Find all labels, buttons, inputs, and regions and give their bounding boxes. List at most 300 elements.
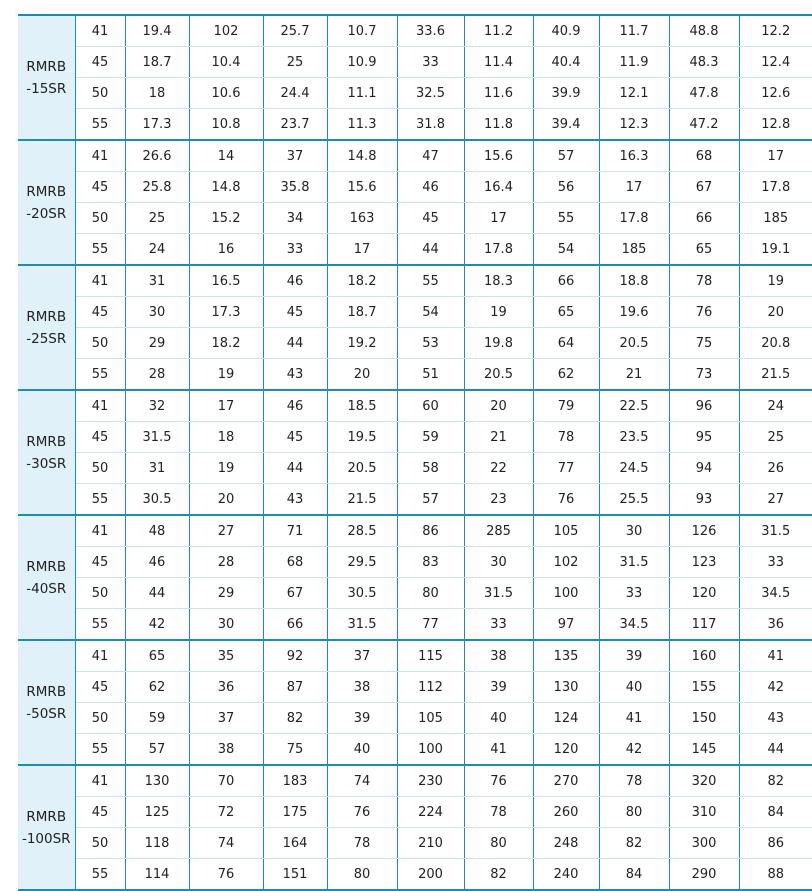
value-cell: 31.5 [464, 578, 533, 609]
value-cell: 33 [599, 578, 669, 609]
value-cell: 11.3 [327, 109, 397, 141]
value-cell: 183 [263, 765, 327, 797]
value-cell: 45 [397, 203, 464, 234]
value-cell: 31.5 [125, 422, 189, 453]
value-cell: 29.5 [327, 547, 397, 578]
value-cell: 163 [327, 203, 397, 234]
value-cell: 150 [669, 703, 739, 734]
value-cell: 40 [464, 703, 533, 734]
value-cell: 29 [189, 578, 263, 609]
size-cell: 55 [75, 859, 125, 891]
table-row [18, 109, 812, 141]
value-cell: 62 [533, 359, 599, 391]
value-cell: 59 [397, 422, 464, 453]
size-cell: 50 [75, 828, 125, 859]
value-cell: 51 [397, 359, 464, 391]
value-cell: 76 [533, 484, 599, 516]
value-cell: 88 [739, 859, 812, 891]
size-cell: 41 [75, 390, 125, 422]
table-row [18, 672, 812, 703]
value-cell: 25 [739, 422, 812, 453]
value-cell: 40.4 [533, 47, 599, 78]
value-cell: 36 [189, 672, 263, 703]
value-cell: 17.8 [464, 234, 533, 266]
size-cell: 50 [75, 78, 125, 109]
value-cell: 248 [533, 828, 599, 859]
value-cell: 33.6 [397, 15, 464, 47]
value-cell: 10.7 [327, 15, 397, 47]
value-cell: 82 [739, 765, 812, 797]
value-cell: 105 [397, 703, 464, 734]
value-cell: 102 [533, 547, 599, 578]
value-cell: 75 [263, 734, 327, 766]
value-cell: 12.3 [599, 109, 669, 141]
table-row [18, 640, 812, 672]
value-cell: 30 [464, 547, 533, 578]
value-cell: 24.4 [263, 78, 327, 109]
value-cell: 31 [125, 453, 189, 484]
value-cell: 77 [533, 453, 599, 484]
value-cell: 105 [533, 515, 599, 547]
value-cell: 18.5 [327, 390, 397, 422]
value-cell: 130 [533, 672, 599, 703]
value-cell: 17 [189, 390, 263, 422]
value-cell: 59 [125, 703, 189, 734]
value-cell: 96 [669, 390, 739, 422]
value-cell: 48 [125, 515, 189, 547]
value-cell: 68 [669, 140, 739, 172]
value-cell: 33 [464, 609, 533, 641]
value-cell: 11.4 [464, 47, 533, 78]
value-cell: 135 [533, 640, 599, 672]
value-cell: 22.5 [599, 390, 669, 422]
value-cell: 19 [739, 265, 812, 297]
value-cell: 30.5 [327, 578, 397, 609]
value-cell: 31.5 [599, 547, 669, 578]
value-cell: 155 [669, 672, 739, 703]
value-cell: 33 [263, 234, 327, 266]
value-cell: 73 [669, 359, 739, 391]
value-cell: 82 [599, 828, 669, 859]
table-row [18, 203, 812, 234]
value-cell: 72 [189, 797, 263, 828]
value-cell: 14.8 [189, 172, 263, 203]
value-cell: 17 [599, 172, 669, 203]
value-cell: 29 [125, 328, 189, 359]
value-cell: 97 [533, 609, 599, 641]
model-name-cell: RMRB -40SR [18, 515, 75, 640]
size-cell: 55 [75, 609, 125, 641]
value-cell: 22 [464, 453, 533, 484]
value-cell: 27 [739, 484, 812, 516]
table-row [18, 15, 812, 47]
value-cell: 41 [599, 703, 669, 734]
value-cell: 28 [189, 547, 263, 578]
value-cell: 10.9 [327, 47, 397, 78]
value-cell: 30 [599, 515, 669, 547]
value-cell: 87 [263, 672, 327, 703]
value-cell: 57 [397, 484, 464, 516]
value-cell: 18.3 [464, 265, 533, 297]
value-cell: 76 [189, 859, 263, 891]
value-cell: 12.4 [739, 47, 812, 78]
value-cell: 38 [189, 734, 263, 766]
value-cell: 10.8 [189, 109, 263, 141]
value-cell: 126 [669, 515, 739, 547]
value-cell: 47.2 [669, 109, 739, 141]
value-cell: 31.5 [327, 609, 397, 641]
value-cell: 320 [669, 765, 739, 797]
table-row [18, 265, 812, 297]
value-cell: 32.5 [397, 78, 464, 109]
value-cell: 23.7 [263, 109, 327, 141]
value-cell: 12.2 [739, 15, 812, 47]
value-cell: 19.4 [125, 15, 189, 47]
value-cell: 120 [669, 578, 739, 609]
value-cell: 12.8 [739, 109, 812, 141]
value-cell: 24.5 [599, 453, 669, 484]
value-cell: 34 [263, 203, 327, 234]
value-cell: 84 [739, 797, 812, 828]
value-cell: 19.8 [464, 328, 533, 359]
value-cell: 76 [669, 297, 739, 328]
value-cell: 60 [397, 390, 464, 422]
value-cell: 71 [263, 515, 327, 547]
value-cell: 67 [263, 578, 327, 609]
value-cell: 47 [397, 140, 464, 172]
value-cell: 12.6 [739, 78, 812, 109]
value-cell: 19 [189, 453, 263, 484]
value-cell: 310 [669, 797, 739, 828]
table-row [18, 734, 812, 766]
value-cell: 68 [263, 547, 327, 578]
table-row [18, 140, 812, 172]
value-cell: 20 [739, 297, 812, 328]
value-cell: 224 [397, 797, 464, 828]
value-cell: 38 [327, 672, 397, 703]
value-cell: 74 [189, 828, 263, 859]
value-cell: 23.5 [599, 422, 669, 453]
value-cell: 66 [263, 609, 327, 641]
value-cell: 95 [669, 422, 739, 453]
value-cell: 83 [397, 547, 464, 578]
value-cell: 33 [739, 547, 812, 578]
table-row [18, 797, 812, 828]
value-cell: 34.5 [599, 609, 669, 641]
table-row [18, 453, 812, 484]
value-cell: 38 [464, 640, 533, 672]
value-cell: 285 [464, 515, 533, 547]
value-cell: 37 [189, 703, 263, 734]
model-name-cell: RMRB -100SR [18, 765, 75, 890]
value-cell: 290 [669, 859, 739, 891]
value-cell: 240 [533, 859, 599, 891]
value-cell: 30 [125, 297, 189, 328]
value-cell: 40 [599, 672, 669, 703]
value-cell: 65 [533, 297, 599, 328]
value-cell: 16.3 [599, 140, 669, 172]
size-cell: 45 [75, 47, 125, 78]
table-row [18, 578, 812, 609]
value-cell: 100 [533, 578, 599, 609]
value-cell: 74 [327, 765, 397, 797]
table-row [18, 703, 812, 734]
value-cell: 46 [263, 390, 327, 422]
size-cell: 55 [75, 234, 125, 266]
value-cell: 18.7 [125, 47, 189, 78]
value-cell: 48.3 [669, 47, 739, 78]
table-row [18, 484, 812, 516]
value-cell: 31 [125, 265, 189, 297]
size-cell: 50 [75, 453, 125, 484]
table-row [18, 515, 812, 547]
value-cell: 151 [263, 859, 327, 891]
value-cell: 65 [669, 234, 739, 266]
value-cell: 112 [397, 672, 464, 703]
value-cell: 17.8 [599, 203, 669, 234]
value-cell: 19.1 [739, 234, 812, 266]
value-cell: 78 [669, 265, 739, 297]
value-cell: 17 [464, 203, 533, 234]
value-cell: 164 [263, 828, 327, 859]
value-cell: 39 [599, 640, 669, 672]
value-cell: 11.2 [464, 15, 533, 47]
size-cell: 55 [75, 109, 125, 141]
value-cell: 44 [263, 328, 327, 359]
value-cell: 42 [739, 672, 812, 703]
size-cell: 45 [75, 797, 125, 828]
value-cell: 200 [397, 859, 464, 891]
size-cell: 50 [75, 328, 125, 359]
value-cell: 28 [125, 359, 189, 391]
value-cell: 78 [599, 765, 669, 797]
value-cell: 16.4 [464, 172, 533, 203]
value-cell: 17.3 [125, 109, 189, 141]
value-cell: 102 [189, 15, 263, 47]
value-cell: 300 [669, 828, 739, 859]
value-cell: 86 [397, 515, 464, 547]
size-cell: 41 [75, 140, 125, 172]
value-cell: 34.5 [739, 578, 812, 609]
value-cell: 18.2 [189, 328, 263, 359]
spec-table-container [18, 14, 812, 891]
value-cell: 21.5 [327, 484, 397, 516]
value-cell: 14 [189, 140, 263, 172]
value-cell: 11.8 [464, 109, 533, 141]
value-cell: 30.5 [125, 484, 189, 516]
value-cell: 16 [189, 234, 263, 266]
value-cell: 41 [464, 734, 533, 766]
size-cell: 50 [75, 703, 125, 734]
value-cell: 43 [739, 703, 812, 734]
value-cell: 46 [263, 265, 327, 297]
value-cell: 124 [533, 703, 599, 734]
value-cell: 19.2 [327, 328, 397, 359]
value-cell: 30 [189, 609, 263, 641]
value-cell: 17.3 [189, 297, 263, 328]
value-cell: 47.8 [669, 78, 739, 109]
model-name-cell: RMRB -30SR [18, 390, 75, 515]
value-cell: 80 [397, 578, 464, 609]
value-cell: 55 [397, 265, 464, 297]
value-cell: 24 [125, 234, 189, 266]
value-cell: 66 [669, 203, 739, 234]
value-cell: 44 [125, 578, 189, 609]
value-cell: 230 [397, 765, 464, 797]
value-cell: 25.7 [263, 15, 327, 47]
value-cell: 19.5 [327, 422, 397, 453]
value-cell: 39.4 [533, 109, 599, 141]
value-cell: 114 [125, 859, 189, 891]
table-row [18, 47, 812, 78]
table-row [18, 78, 812, 109]
value-cell: 53 [397, 328, 464, 359]
value-cell: 21 [464, 422, 533, 453]
value-cell: 20 [327, 359, 397, 391]
value-cell: 26 [739, 453, 812, 484]
value-cell: 21 [599, 359, 669, 391]
value-cell: 94 [669, 453, 739, 484]
value-cell: 25 [125, 203, 189, 234]
size-cell: 45 [75, 672, 125, 703]
value-cell: 123 [669, 547, 739, 578]
size-cell: 45 [75, 547, 125, 578]
table-row [18, 328, 812, 359]
size-cell: 55 [75, 484, 125, 516]
value-cell: 35 [189, 640, 263, 672]
value-cell: 15.6 [327, 172, 397, 203]
size-cell: 41 [75, 765, 125, 797]
spec-table [18, 14, 812, 891]
model-name-cell: RMRB -20SR [18, 140, 75, 265]
value-cell: 11.7 [599, 15, 669, 47]
value-cell: 19 [189, 359, 263, 391]
value-cell: 16.5 [189, 265, 263, 297]
value-cell: 160 [669, 640, 739, 672]
table-row [18, 172, 812, 203]
value-cell: 80 [464, 828, 533, 859]
table-row [18, 359, 812, 391]
value-cell: 24 [739, 390, 812, 422]
value-cell: 23 [464, 484, 533, 516]
value-cell: 39.9 [533, 78, 599, 109]
value-cell: 20.5 [464, 359, 533, 391]
value-cell: 77 [397, 609, 464, 641]
size-cell: 55 [75, 359, 125, 391]
value-cell: 17 [739, 140, 812, 172]
value-cell: 76 [464, 765, 533, 797]
size-cell: 41 [75, 15, 125, 47]
value-cell: 17.8 [739, 172, 812, 203]
value-cell: 35.8 [263, 172, 327, 203]
size-cell: 41 [75, 515, 125, 547]
value-cell: 125 [125, 797, 189, 828]
value-cell: 84 [599, 859, 669, 891]
value-cell: 56 [533, 172, 599, 203]
value-cell: 44 [739, 734, 812, 766]
value-cell: 66 [533, 265, 599, 297]
value-cell: 12.1 [599, 78, 669, 109]
value-cell: 57 [533, 140, 599, 172]
value-cell: 28.5 [327, 515, 397, 547]
value-cell: 18.7 [327, 297, 397, 328]
value-cell: 45 [263, 297, 327, 328]
value-cell: 20 [189, 484, 263, 516]
value-cell: 62 [125, 672, 189, 703]
value-cell: 14.8 [327, 140, 397, 172]
value-cell: 65 [125, 640, 189, 672]
model-name-cell: RMRB -25SR [18, 265, 75, 390]
value-cell: 42 [125, 609, 189, 641]
value-cell: 33 [397, 47, 464, 78]
value-cell: 46 [397, 172, 464, 203]
value-cell: 270 [533, 765, 599, 797]
value-cell: 18.2 [327, 265, 397, 297]
value-cell: 26.6 [125, 140, 189, 172]
value-cell: 67 [669, 172, 739, 203]
value-cell: 78 [533, 422, 599, 453]
value-cell: 79 [533, 390, 599, 422]
value-cell: 100 [397, 734, 464, 766]
value-cell: 75 [669, 328, 739, 359]
value-cell: 19.6 [599, 297, 669, 328]
value-cell: 46 [125, 547, 189, 578]
value-cell: 18 [125, 78, 189, 109]
value-cell: 260 [533, 797, 599, 828]
size-cell: 41 [75, 640, 125, 672]
value-cell: 210 [397, 828, 464, 859]
value-cell: 25.5 [599, 484, 669, 516]
value-cell: 18.8 [599, 265, 669, 297]
value-cell: 32 [125, 390, 189, 422]
value-cell: 19 [464, 297, 533, 328]
size-cell: 45 [75, 172, 125, 203]
value-cell: 31.5 [739, 515, 812, 547]
value-cell: 118 [125, 828, 189, 859]
value-cell: 57 [125, 734, 189, 766]
size-cell: 45 [75, 297, 125, 328]
value-cell: 17 [327, 234, 397, 266]
value-cell: 25.8 [125, 172, 189, 203]
value-cell: 39 [327, 703, 397, 734]
value-cell: 40.9 [533, 15, 599, 47]
table-row [18, 234, 812, 266]
value-cell: 15.2 [189, 203, 263, 234]
value-cell: 42 [599, 734, 669, 766]
table-row [18, 390, 812, 422]
size-cell: 55 [75, 734, 125, 766]
value-cell: 44 [397, 234, 464, 266]
value-cell: 76 [327, 797, 397, 828]
value-cell: 80 [327, 859, 397, 891]
table-row [18, 609, 812, 641]
value-cell: 36 [739, 609, 812, 641]
value-cell: 15.6 [464, 140, 533, 172]
model-name-cell: RMRB -15SR [18, 15, 75, 140]
value-cell: 37 [263, 140, 327, 172]
value-cell: 58 [397, 453, 464, 484]
value-cell: 130 [125, 765, 189, 797]
value-cell: 44 [263, 453, 327, 484]
table-row [18, 422, 812, 453]
size-cell: 50 [75, 578, 125, 609]
value-cell: 20.5 [599, 328, 669, 359]
value-cell: 185 [739, 203, 812, 234]
value-cell: 185 [599, 234, 669, 266]
size-cell: 50 [75, 203, 125, 234]
value-cell: 82 [263, 703, 327, 734]
value-cell: 37 [327, 640, 397, 672]
